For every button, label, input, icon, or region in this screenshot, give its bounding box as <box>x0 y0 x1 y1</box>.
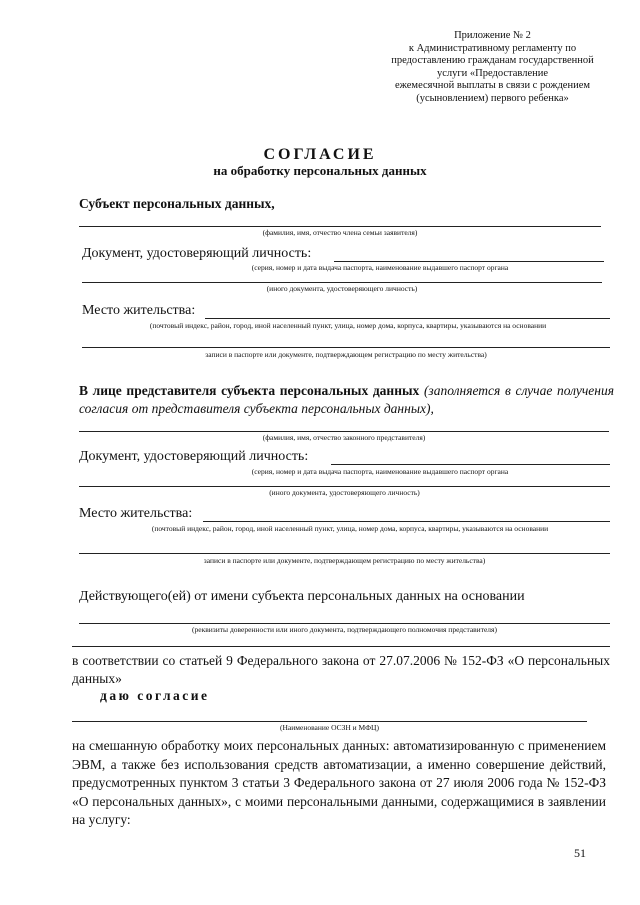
representative-doc-line-2[interactable] <box>79 486 610 487</box>
representative-heading <box>79 382 614 418</box>
organization-line[interactable] <box>72 721 587 722</box>
subject-address-hint-2: записи в паспорте или документе, подтверждающем регистрацию по месту жительства) <box>205 350 487 359</box>
subject-heading: Субъект персональных данных, <box>79 196 275 211</box>
subject-doc-hint: (серия, номер и дата выдача паспорта, наименование выдавшего паспорт органа <box>251 263 509 272</box>
representative-heading-bold: В лице представителя субъекта персональных данных <box>79 383 420 398</box>
appendix-line: услуги «Предоставление <box>436 67 549 79</box>
appendix-header <box>360 30 625 105</box>
representative-address-line[interactable] <box>203 521 610 522</box>
subject-address-line-2[interactable] <box>82 347 610 348</box>
document-title: СОГЛАСИЕ <box>263 146 377 163</box>
subject-doc-label: Документ, удостоверяющий личность: <box>82 246 312 261</box>
representative-doc-hint: (серия, номер и дата выдача паспорта, наименование выдавшего паспорт органа <box>251 467 509 476</box>
law-top-rule <box>72 646 610 647</box>
acting-basis-hint: (реквизиты доверенности или иного документа, подтверждающего полномочия представителя) <box>192 625 497 634</box>
document-subtitle: на обработку персональных данных <box>213 163 427 178</box>
appendix-line: предоставлению гражданам государственной <box>391 55 594 66</box>
representative-note: (заполняется в случае получения согласия от представителя субъекта персональных данных), <box>79 383 615 416</box>
appendix-line: к Административному регламенту по <box>408 42 577 54</box>
subject-name-line[interactable] <box>79 226 601 227</box>
acting-label: Действующего(ей) от имени субъекта персональных данных на основании <box>79 589 525 604</box>
subject-doc-hint-2: (иного документа, удостоверяющего личность) <box>266 284 418 293</box>
law-reference: в соответствии со статьей 9 Федерального закона от 27.07.2006 № 152-ФЗ «О персональных данных» <box>72 653 610 686</box>
give-consent-label: даю согласие <box>100 688 210 703</box>
representative-address-label: Место жительства: <box>79 506 193 521</box>
subject-doc-line-2[interactable] <box>82 282 602 283</box>
representative-name-hint: (фамилия, имя, отчество законного представителя) <box>262 433 426 442</box>
consent-body-text: на смешанную обработку моих персональных данных: автоматизированную с применением ЭВМ, а также без использования средств автоматизации, а именно совершение действий, предусмотренных пунктом 3 статьи 3 Федерального закона от 27 июля 2006 года № 152-ФЗ «О персональных данных», с моими персональными данными, содержащимися в заявлении на услугу: <box>72 738 606 827</box>
appendix-line: Приложение № 2 <box>454 30 531 41</box>
subject-address-label: Место жительства: <box>82 303 196 318</box>
organization-hint: (Наименование ОСЗН и МФЦ) <box>280 723 379 732</box>
subject-address-hint: (почтовый индекс, район, город, иной населенный пункт, улица, номер дома, корпуса, квартиры, указываются на основании <box>149 321 547 330</box>
representative-address-line-2[interactable] <box>79 553 610 554</box>
representative-doc-label: Документ, удостоверяющий личность: <box>79 449 309 464</box>
appendix-line: ежемесячной выплаты в связи с рождением <box>394 80 591 91</box>
subject-name-hint: (фамилия, имя, отчество члена семьи заявителя) <box>262 228 418 237</box>
appendix-line: (усыновлением) первого ребенка» <box>416 92 569 104</box>
representative-name-line[interactable] <box>79 431 609 432</box>
representative-doc-line[interactable] <box>331 464 610 465</box>
representative-address-hint-2: записи в паспорте или документе, подтверждающем регистрацию по месту жительства) <box>203 556 486 565</box>
representative-address-hint: (почтовый индекс, район, город, иной населенный пункт, улица, номер дома, корпуса, квартиры, указываются на основании <box>151 524 549 533</box>
subject-doc-line[interactable] <box>334 261 604 262</box>
representative-doc-hint-2: (иного документа, удостоверяющего личность) <box>269 488 420 497</box>
acting-basis-line[interactable] <box>79 623 610 624</box>
page-number: 51 <box>574 846 586 860</box>
subject-address-line[interactable] <box>205 318 610 319</box>
